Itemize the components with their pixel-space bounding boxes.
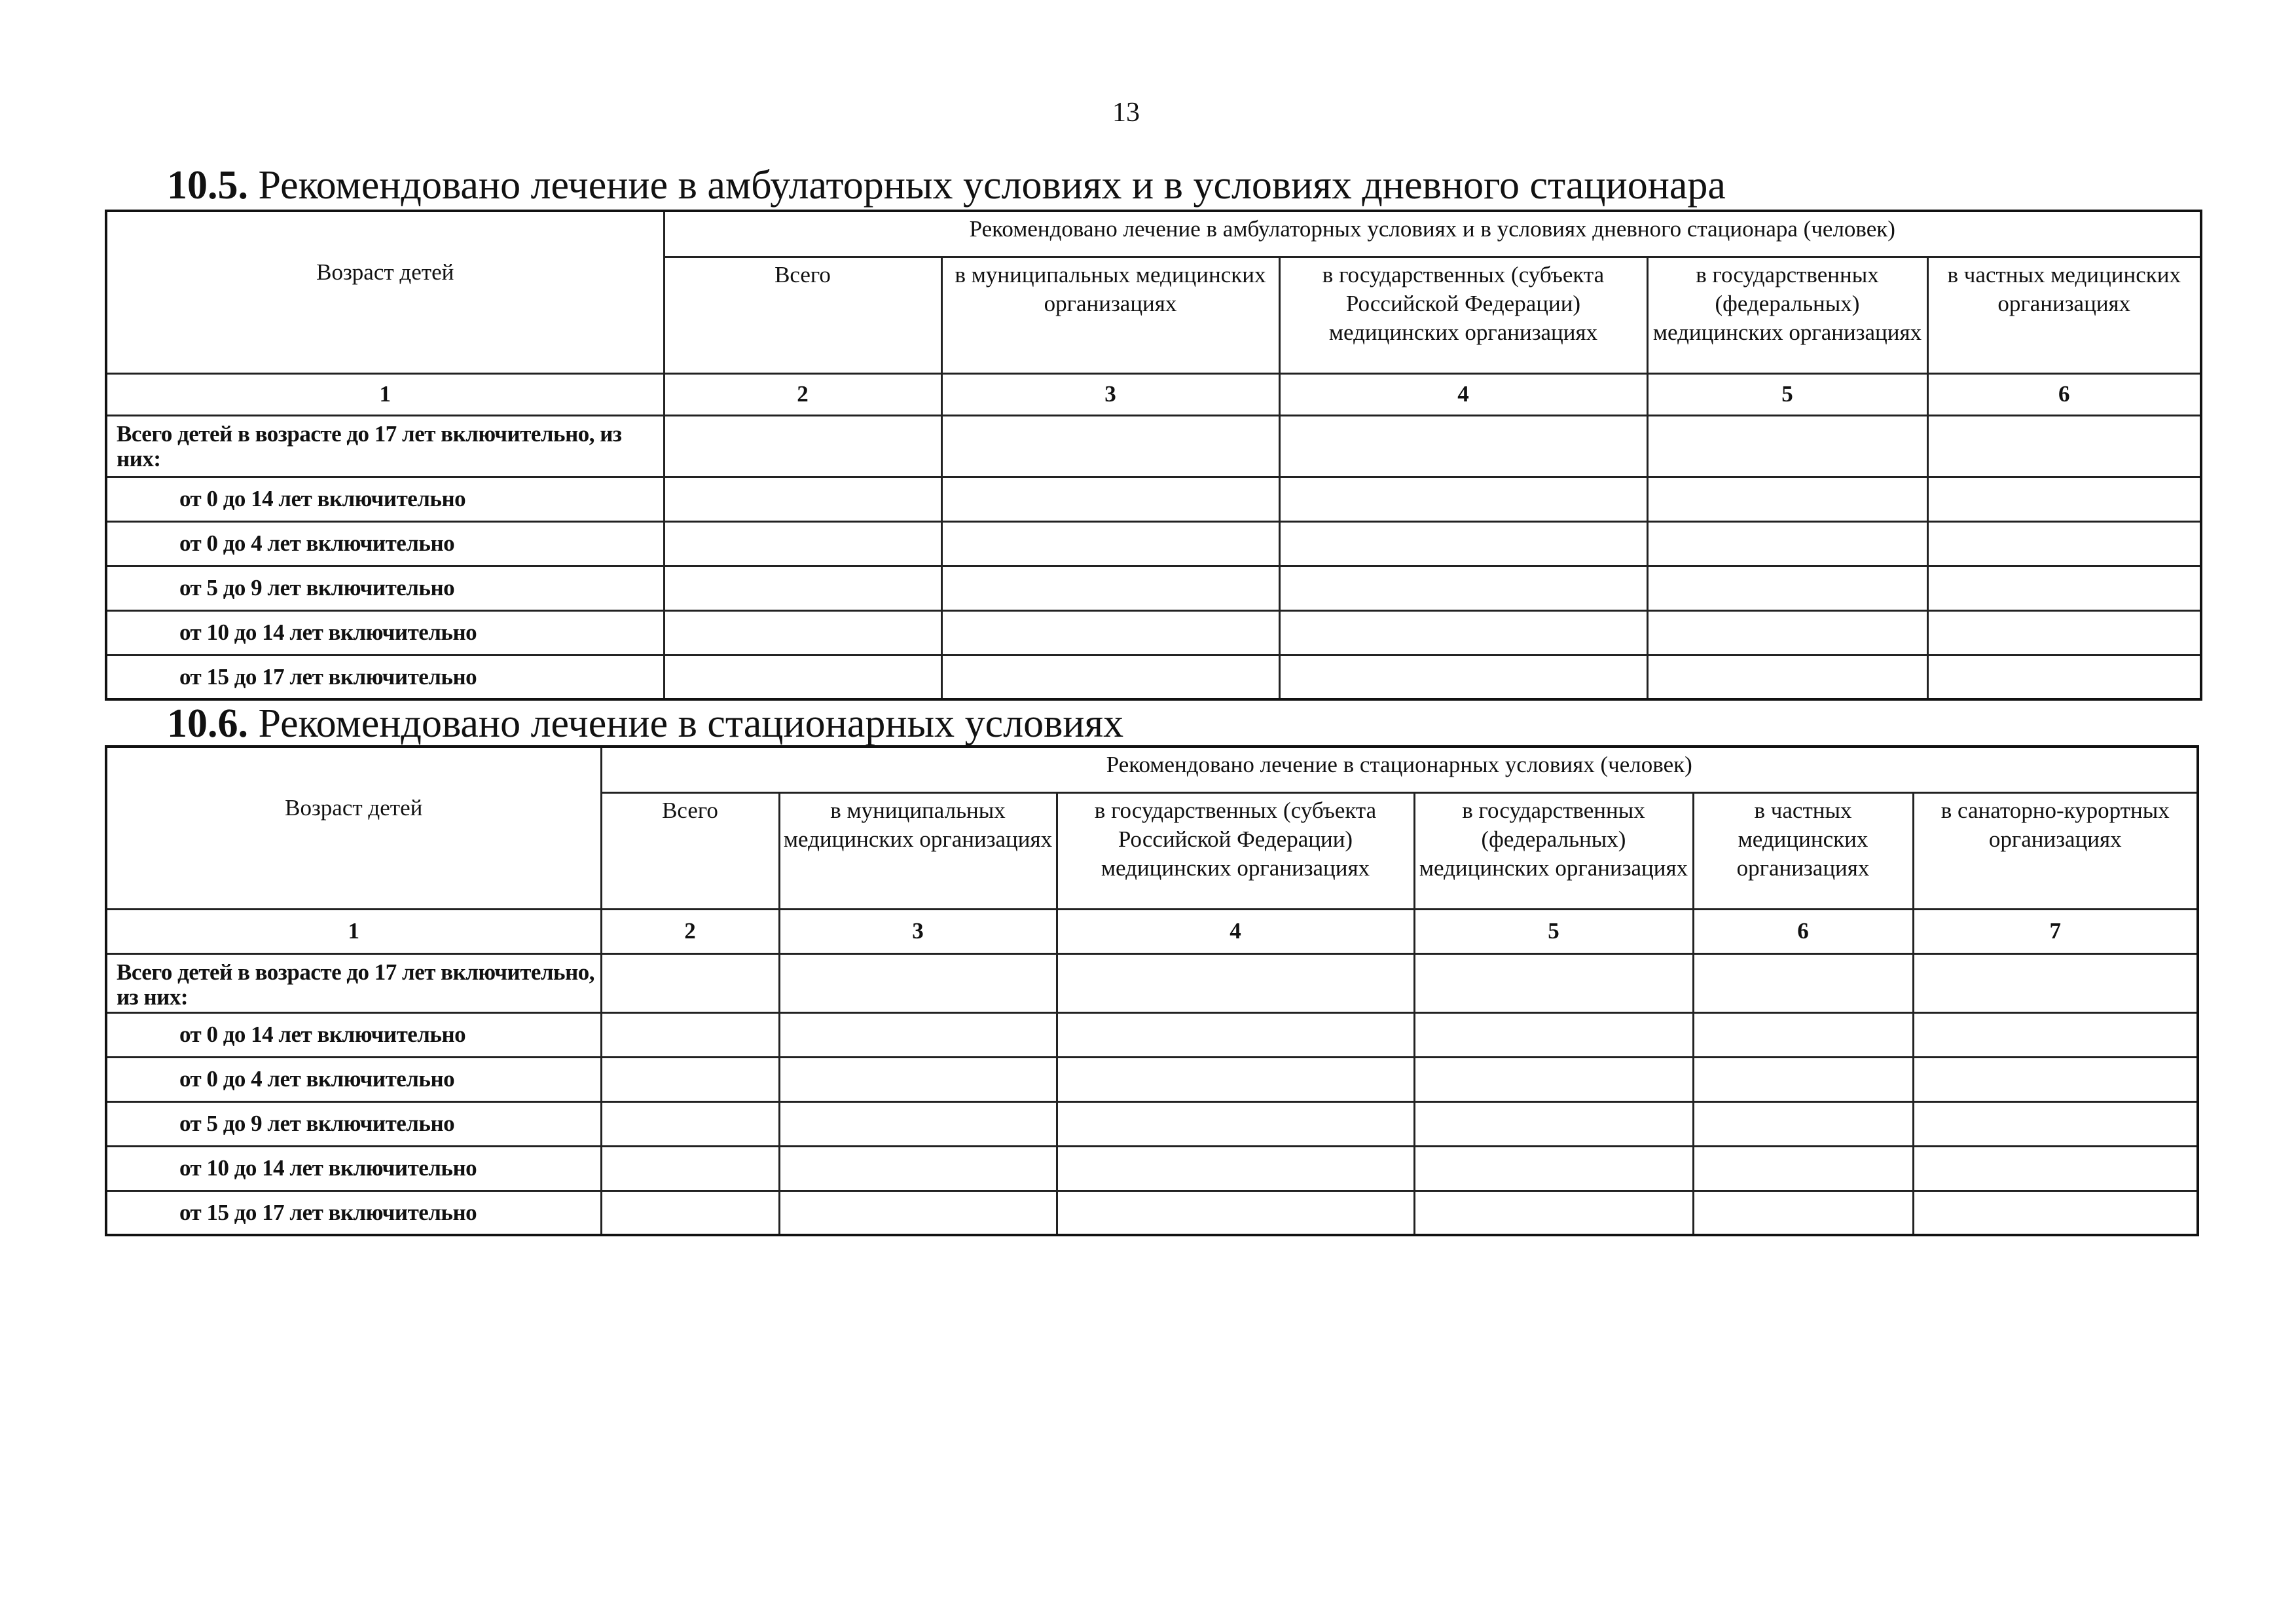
column-header-state-subject: в государственных (субъекта Российской Федерации) медицинских организациях	[1057, 792, 1414, 909]
column-number: 2	[601, 909, 779, 953]
data-cell[interactable]	[1279, 521, 1647, 566]
data-cell[interactable]	[1913, 953, 2198, 1012]
row-label: от 0 до 14 лет включительно	[106, 1012, 601, 1057]
data-cell[interactable]	[1057, 1101, 1414, 1146]
data-cell[interactable]	[1647, 566, 1927, 610]
data-cell[interactable]	[1913, 1057, 2198, 1101]
column-header-private: в частных медицинских организациях	[1927, 257, 2201, 373]
data-cell[interactable]	[664, 521, 941, 566]
data-cell[interactable]	[664, 415, 941, 477]
data-cell[interactable]	[941, 610, 1279, 655]
data-cell[interactable]	[601, 953, 779, 1012]
column-header-municipal: в муниципальных медицинских организациях	[779, 792, 1057, 909]
age-header: Возраст детей	[106, 211, 664, 373]
data-cell[interactable]	[1927, 566, 2201, 610]
row-label: от 10 до 14 лет включительно	[106, 610, 664, 655]
table-row	[106, 1057, 2198, 1101]
table-row	[106, 953, 2198, 1012]
section-10-5-heading	[167, 165, 1726, 206]
column-header-municipal: в муниципальных медицинских организациях	[941, 257, 1279, 373]
column-number: 3	[941, 373, 1279, 415]
data-cell[interactable]	[1927, 655, 2201, 699]
data-cell[interactable]	[1414, 1190, 1693, 1235]
data-cell[interactable]	[1927, 415, 2201, 477]
data-cell[interactable]	[1057, 1012, 1414, 1057]
data-cell[interactable]	[664, 610, 941, 655]
table-row	[106, 566, 2201, 610]
data-cell[interactable]	[1913, 1190, 2198, 1235]
data-cell[interactable]	[1414, 1146, 1693, 1190]
row-label: от 5 до 9 лет включительно	[106, 1101, 601, 1146]
data-cell[interactable]	[941, 477, 1279, 521]
column-number: 3	[779, 909, 1057, 953]
data-cell[interactable]	[601, 1012, 779, 1057]
data-cell[interactable]	[779, 1190, 1057, 1235]
data-cell[interactable]	[1693, 1101, 1913, 1146]
section-10-6-heading	[167, 703, 1123, 744]
column-number: 4	[1057, 909, 1414, 953]
section-10-5-number: 10.5.	[167, 163, 248, 208]
table-10-5	[105, 210, 2202, 701]
data-cell[interactable]	[779, 1057, 1057, 1101]
table-row	[106, 477, 2201, 521]
data-cell[interactable]	[1647, 415, 1927, 477]
row-label: от 0 до 4 лет включительно	[106, 1057, 601, 1101]
page-number: 13	[1112, 98, 1140, 128]
data-cell[interactable]	[1647, 610, 1927, 655]
row-label: от 5 до 9 лет включительно	[106, 566, 664, 610]
row-label: Всего детей в возрасте до 17 лет включительно, из них:	[106, 953, 601, 1012]
data-cell[interactable]	[1927, 477, 2201, 521]
data-cell[interactable]	[1279, 566, 1647, 610]
data-cell[interactable]	[1279, 415, 1647, 477]
column-number: 2	[664, 373, 941, 415]
data-cell[interactable]	[941, 655, 1279, 699]
data-cell[interactable]	[1279, 610, 1647, 655]
row-label: от 10 до 14 лет включительно	[106, 1146, 601, 1190]
row-label: от 0 до 4 лет включительно	[106, 521, 664, 566]
section-10-6-number: 10.6.	[167, 701, 248, 746]
column-header-state-federal: в государственных (федеральных) медицинских организациях	[1414, 792, 1693, 909]
column-number: 6	[1693, 909, 1913, 953]
data-cell[interactable]	[601, 1057, 779, 1101]
data-cell[interactable]	[1057, 953, 1414, 1012]
data-cell[interactable]	[664, 566, 941, 610]
row-label: от 15 до 17 лет включительно	[106, 1190, 601, 1235]
data-cell[interactable]	[1057, 1146, 1414, 1190]
group-header: Рекомендовано лечение в амбулаторных условиях и в условиях дневного стационара (человек)	[664, 211, 2201, 257]
column-header-state-federal: в государственных (федеральных) медицинских организациях	[1647, 257, 1927, 373]
data-cell[interactable]	[1913, 1101, 2198, 1146]
data-cell[interactable]	[1279, 655, 1647, 699]
data-cell[interactable]	[601, 1101, 779, 1146]
data-cell[interactable]	[601, 1146, 779, 1190]
table-row	[106, 1101, 2198, 1146]
data-cell[interactable]	[1414, 1057, 1693, 1101]
data-cell[interactable]	[1913, 1146, 2198, 1190]
table-row	[106, 610, 2201, 655]
row-label: от 15 до 17 лет включительно	[106, 655, 664, 699]
data-cell[interactable]	[1693, 1057, 1913, 1101]
data-cell[interactable]	[1057, 1190, 1414, 1235]
data-cell[interactable]	[779, 1146, 1057, 1190]
table-row	[106, 415, 2201, 477]
data-cell[interactable]	[664, 655, 941, 699]
table-10-6	[105, 745, 2199, 1236]
column-header-sanatorium: в санаторно-курортных организациях	[1913, 792, 2198, 909]
column-header-state-subject: в государственных (субъекта Российской Федерации) медицинских организациях	[1279, 257, 1647, 373]
column-header-total: Всего	[601, 792, 779, 909]
table-row	[106, 521, 2201, 566]
data-cell[interactable]	[1414, 953, 1693, 1012]
data-cell[interactable]	[779, 953, 1057, 1012]
row-label: Всего детей в возрасте до 17 лет включительно, из них:	[106, 415, 664, 477]
data-cell[interactable]	[941, 566, 1279, 610]
table-row	[106, 1190, 2198, 1235]
column-header-private: в частных медицинских организациях	[1693, 792, 1913, 909]
data-cell[interactable]	[1693, 953, 1913, 1012]
data-cell[interactable]	[1693, 1190, 1913, 1235]
data-cell[interactable]	[1057, 1057, 1414, 1101]
section-10-5-title: Рекомендовано лечение в амбулаторных условиях и в условиях дневного стационара	[258, 163, 1726, 208]
table-row	[106, 1012, 2198, 1057]
column-number: 5	[1647, 373, 1927, 415]
row-label: от 0 до 14 лет включительно	[106, 477, 664, 521]
table-row	[106, 1146, 2198, 1190]
column-number: 6	[1927, 373, 2201, 415]
column-number: 5	[1414, 909, 1693, 953]
data-cell[interactable]	[1647, 521, 1927, 566]
age-header: Возраст детей	[106, 747, 601, 909]
data-cell[interactable]	[941, 521, 1279, 566]
data-cell[interactable]	[1693, 1012, 1913, 1057]
column-number: 4	[1279, 373, 1647, 415]
group-header: Рекомендовано лечение в стационарных условиях (человек)	[601, 747, 2198, 792]
data-cell[interactable]	[779, 1012, 1057, 1057]
column-number: 1	[106, 909, 601, 953]
data-cell[interactable]	[601, 1190, 779, 1235]
data-cell[interactable]	[1414, 1012, 1693, 1057]
data-cell[interactable]	[941, 415, 1279, 477]
data-cell[interactable]	[779, 1101, 1057, 1146]
section-10-6-title: Рекомендовано лечение в стационарных условиях	[258, 701, 1124, 746]
column-number: 7	[1913, 909, 2198, 953]
data-cell[interactable]	[1913, 1012, 2198, 1057]
column-number: 1	[106, 373, 664, 415]
table-row	[106, 655, 2201, 699]
data-cell[interactable]	[1279, 477, 1647, 521]
data-cell[interactable]	[1647, 477, 1927, 521]
data-cell[interactable]	[1414, 1101, 1693, 1146]
column-header-total: Всего	[664, 257, 941, 373]
data-cell[interactable]	[664, 477, 941, 521]
data-cell[interactable]	[1647, 655, 1927, 699]
data-cell[interactable]	[1693, 1146, 1913, 1190]
data-cell[interactable]	[1927, 521, 2201, 566]
data-cell[interactable]	[1927, 610, 2201, 655]
